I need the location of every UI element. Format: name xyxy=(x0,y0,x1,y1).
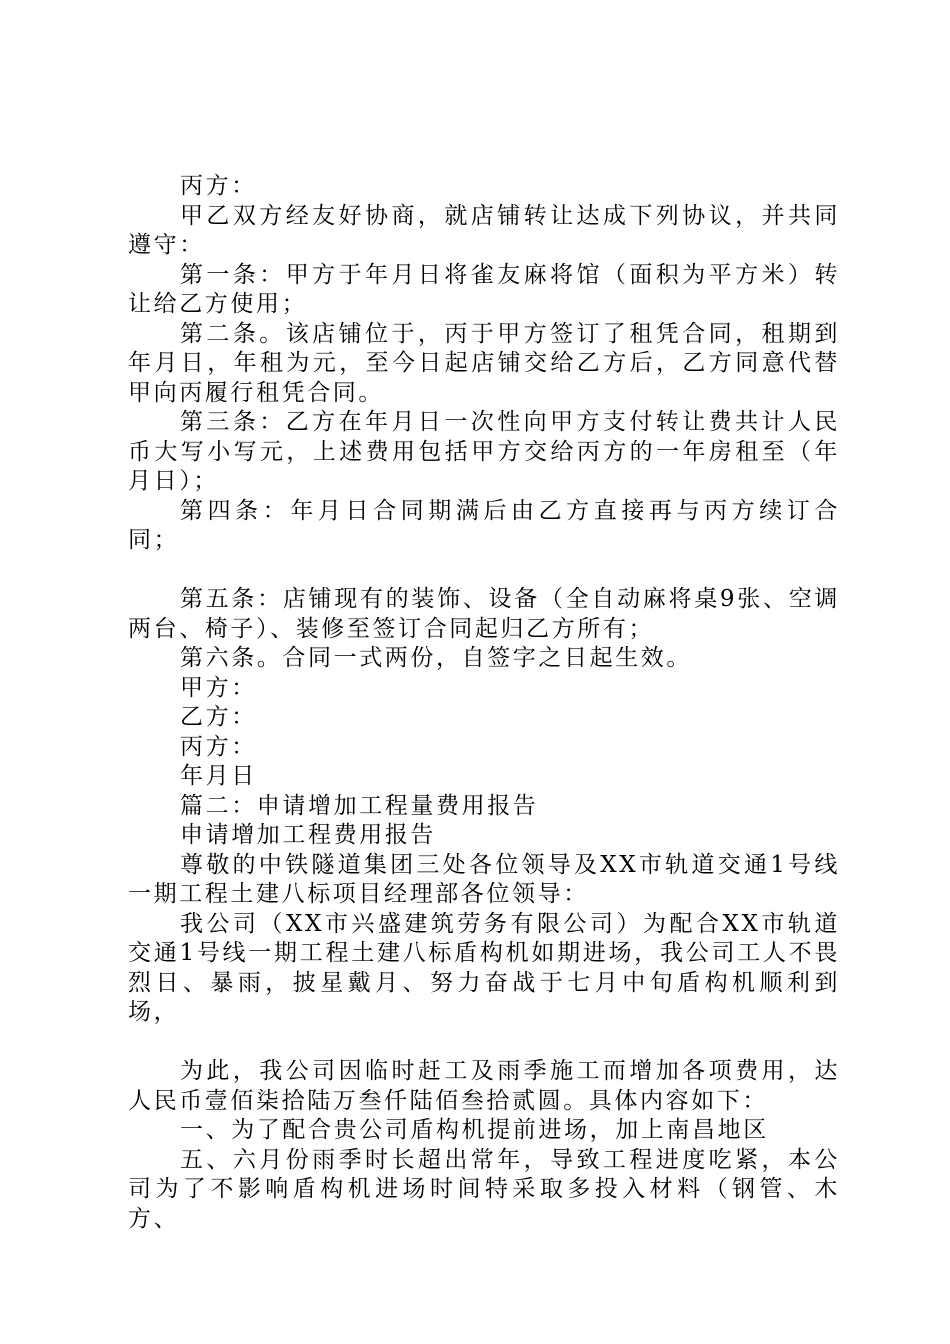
signature-party-b: 乙方： xyxy=(180,704,257,730)
signature-party-a: 甲方： xyxy=(180,674,257,701)
section-title: 篇二：申请增加工程量费用报告 xyxy=(180,792,539,819)
paragraph-article-2: 第二条。该店铺位于，丙于甲方签订了租凭合同，租期到年月日，年租为元，至今日起店铺交给乙方后，乙方同意代替甲向丙履行租凭合同。 xyxy=(128,320,840,406)
paragraph-background: 我公司（XX市兴盛建筑劳务有限公司）为配合XX市轨道交通1号线一期工程土建八标盾构机如期进场，我公司工人不畏烈日、暴雨，披星戴月、努力奋战于七月中旬盾构机顺利到场， xyxy=(128,910,840,1025)
blank-line xyxy=(128,1028,840,1058)
report-title: 申请增加工程费用报告 xyxy=(180,822,436,848)
document-body xyxy=(128,172,840,1234)
paragraph-salutation: 尊敬的中铁隧道集团三处各位领导及XX市轨道交通1号线一期工程土建八标项目经理部各位领导： xyxy=(128,851,840,907)
paragraph-item-1: 一、为了配合贵公司盾构机提前进场，加上南昌地区 xyxy=(180,1117,769,1143)
paragraph-cost-summary: 为此，我公司因临时赶工及雨季施工而增加各项费用，达人民币壹佰柒拾陆万叁仟陆佰叁拾贰圆。具体内容如下： xyxy=(128,1058,840,1114)
paragraph-agreement-intro: 甲乙双方经友好协商，就店铺转让达成下列协议，并共同遵守： xyxy=(128,202,840,258)
paragraph-article-4: 第四条：年月日合同期满后由乙方直接再与丙方续订合同； xyxy=(128,497,840,553)
signature-party-c: 丙方： xyxy=(180,733,257,760)
paragraph-article-1: 第一条：甲方于年月日将雀友麻将馆（面积为平方米）转让给乙方使用； xyxy=(128,261,840,317)
paragraph-item-1-continued: 五、六月份雨季时长超出常年，导致工程进度吃紧，本公司为了不影响盾构机进场时间特采取多投入材料（钢管、木方、 xyxy=(128,1146,840,1232)
paragraph-article-6: 第六条。合同一式两份，自签字之日起生效。 xyxy=(180,645,692,671)
paragraph-article-3: 第三条：乙方在年月日一次性向甲方支付转让费共计人民币大写小写元，上述费用包括甲方交给丙方的一年房租至（年月日）； xyxy=(128,409,840,494)
blank-line xyxy=(128,556,840,586)
paragraph-article-5: 第五条：店铺现有的装饰、设备（全自动麻将桌9张、空调两台、椅子）、装修至签订合同起归乙方所有； xyxy=(128,586,840,642)
paragraph-party-c-label: 丙方： xyxy=(180,173,257,199)
signature-date: 年月日 xyxy=(180,763,257,789)
